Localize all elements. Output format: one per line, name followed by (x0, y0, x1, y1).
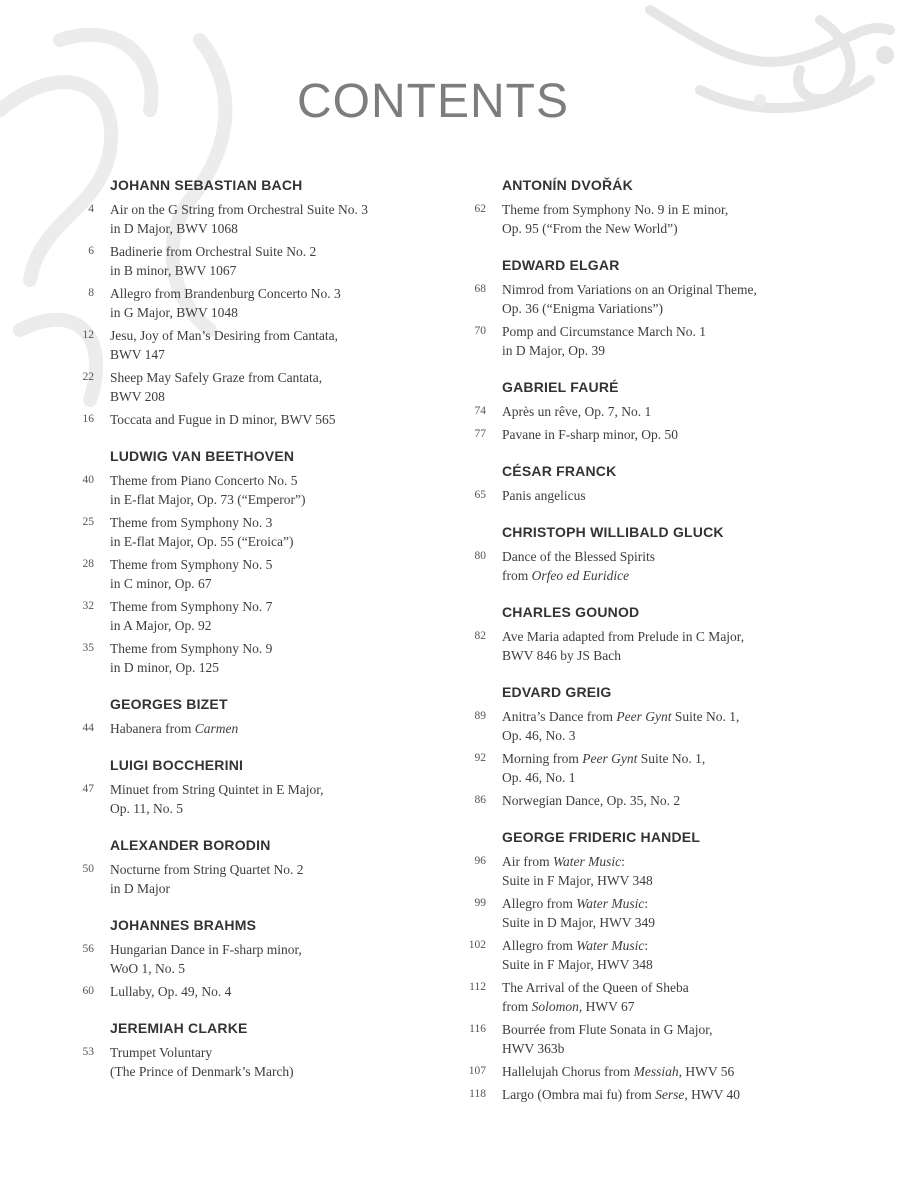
toc-entry[interactable] (462, 402, 842, 421)
composer-heading: CÉSAR FRANCK (502, 463, 617, 479)
composer-group (462, 378, 842, 444)
composer-heading: ALEXANDER BORODIN (110, 837, 271, 853)
piece-title-text: The Arrival of the Queen of Sheba from (502, 980, 689, 1014)
page-number: 25 (82, 516, 94, 528)
toc-entry[interactable] (70, 326, 415, 364)
toc-entry[interactable] (70, 471, 415, 509)
piece-title-text: Bourrée from Flute Sonata in G Major, HWV 363b (502, 1022, 713, 1056)
page-number: 44 (82, 722, 94, 734)
toc-entry[interactable] (462, 200, 842, 238)
piece-title-text: Après un rêve, Op. 7, No. 1 (502, 404, 652, 419)
toc-entry[interactable] (462, 1020, 842, 1058)
piece-title (110, 639, 272, 677)
composer-heading: GEORGES BIZET (110, 696, 228, 712)
page-number: 40 (82, 474, 94, 486)
page-number: 62 (474, 203, 486, 215)
piece-title-text: Theme from Symphony No. 9 in E minor, Op. 95 (“From the New World”) (502, 202, 729, 236)
piece-title-text: Sheep May Safely Graze from Cantata, BWV 208 (110, 370, 323, 404)
piece-title-text: Ave Maria adapted from Prelude in C Major, BWV 846 by JS Bach (502, 629, 745, 663)
composer-group (70, 447, 415, 677)
piece-title-text: Allegro from Brandenburg Concerto No. 3 in G Major, BWV 1048 (110, 286, 341, 320)
piece-title-text: Largo (Ombra mai fu) from (502, 1087, 652, 1102)
piece-title-text: Anitra’s Dance from (502, 709, 613, 724)
piece-title-italic: Water Music (576, 896, 645, 911)
right-column (462, 176, 842, 1122)
toc-entry[interactable] (70, 200, 415, 238)
piece-title-italic: Messiah (633, 1064, 679, 1079)
toc-entry[interactable] (70, 780, 415, 818)
piece-title (110, 940, 302, 978)
toc-entry[interactable] (462, 322, 842, 360)
page-number: 60 (82, 985, 94, 997)
piece-title (110, 326, 338, 364)
piece-title (502, 486, 586, 505)
left-column (70, 176, 415, 1099)
composer-heading: LUIGI BOCCHERINI (110, 757, 244, 773)
toc-entry[interactable] (70, 1043, 415, 1081)
piece-title-after: : Suite in F Major, HWV 348 (502, 938, 653, 972)
piece-title-after: , HWV 56 (678, 1064, 735, 1079)
composer-group (462, 256, 842, 360)
page-number: 4 (88, 203, 94, 215)
composer-heading: GEORGE FRIDERIC HANDEL (502, 829, 701, 845)
composer-heading: CHARLES GOUNOD (502, 604, 640, 620)
composer-group (70, 176, 415, 429)
composer-heading: CHRISTOPH WILLIBALD GLUCK (502, 524, 724, 540)
toc-entry[interactable] (462, 486, 842, 505)
piece-title (502, 978, 689, 1016)
piece-title-italic: Water Music (576, 938, 645, 953)
composer-group (70, 836, 415, 898)
piece-title-text: Pavane in F-sharp minor, Op. 50 (502, 427, 679, 442)
page-number: 28 (82, 558, 94, 570)
page-number: 99 (474, 897, 486, 909)
piece-title-text: Hungarian Dance in F-sharp minor, WoO 1, No. 5 (110, 942, 302, 976)
piece-title (110, 555, 272, 593)
piece-title-text: Theme from Symphony No. 7 in A Major, Op. 92 (110, 599, 273, 633)
piece-title-after: , HWV 67 (578, 999, 635, 1014)
piece-title-after: : Suite in F Major, HWV 348 (502, 854, 653, 888)
toc-entry[interactable] (462, 894, 842, 932)
page-number: 32 (82, 600, 94, 612)
piece-title (502, 749, 705, 787)
piece-title-text: Norwegian Dance, Op. 35, No. 2 (502, 793, 681, 808)
page-number: 82 (474, 630, 486, 642)
toc-entry[interactable] (462, 791, 842, 810)
piece-title (502, 280, 757, 318)
piece-title-italic: Serse (655, 1087, 685, 1102)
piece-title (110, 513, 294, 551)
piece-title (502, 1020, 713, 1058)
piece-title-italic: Peer Gynt (582, 751, 638, 766)
toc-entry[interactable] (462, 280, 842, 318)
piece-title (110, 410, 335, 429)
toc-entry[interactable] (70, 410, 415, 429)
piece-title (110, 471, 306, 509)
composer-heading: EDWARD ELGAR (502, 257, 620, 273)
page-number: 77 (474, 428, 486, 440)
toc-entry[interactable] (462, 978, 842, 1016)
piece-title (110, 719, 238, 738)
page-number: 53 (82, 1046, 94, 1058)
piece-title (502, 1085, 740, 1104)
toc-entry[interactable] (70, 513, 415, 551)
composer-heading: JOHANNES BRAHMS (110, 917, 257, 933)
toc-entry[interactable] (462, 749, 842, 787)
piece-title (110, 284, 341, 322)
piece-title (110, 368, 322, 406)
piece-title-text: Pomp and Circumstance March No. 1 in D Major, Op. 39 (502, 324, 706, 358)
toc-entry[interactable] (462, 547, 842, 585)
page-number: 16 (82, 413, 94, 425)
toc-entry[interactable] (462, 936, 842, 974)
piece-title-text: Nimrod from Variations on an Original Theme, Op. 36 (“Enigma Variations”) (502, 282, 757, 316)
piece-title-italic: Orfeo ed Euridice (531, 568, 630, 583)
piece-title (502, 1062, 734, 1081)
page-number: 65 (474, 489, 486, 501)
page-number: 86 (474, 794, 486, 806)
piece-title-text: Panis angelicus (502, 488, 586, 503)
toc-entry[interactable] (462, 627, 842, 665)
piece-title (502, 894, 655, 932)
toc-entry[interactable] (70, 860, 415, 898)
page-number: 8 (88, 287, 94, 299)
piece-title-text: Theme from Symphony No. 9 in D minor, Op. 125 (110, 641, 273, 675)
toc-entry[interactable] (70, 597, 415, 635)
piece-title-after: , HWV 40 (684, 1087, 740, 1102)
piece-title (110, 1043, 294, 1081)
piece-title (502, 322, 706, 360)
toc-entry[interactable] (462, 707, 842, 745)
piece-title-text: Air on the G String from Orchestral Suite No. 3 in D Major, BWV 1068 (110, 202, 368, 236)
piece-title-italic: Peer Gynt (616, 709, 672, 724)
page-title: CONTENTS (297, 75, 569, 128)
piece-title-text: Badinerie from Orchestral Suite No. 2 in B minor, BWV 1067 (110, 244, 317, 278)
composer-heading: JEREMIAH CLARKE (110, 1020, 248, 1036)
page-number: 92 (474, 752, 486, 764)
piece-title-text: Jesu, Joy of Man’s Desiring from Cantata, BWV 147 (110, 328, 338, 362)
piece-title-italic: Carmen (194, 721, 239, 736)
composer-group (70, 756, 415, 818)
piece-title-text: Theme from Piano Concerto No. 5 in E-flat Major, Op. 73 (“Emperor”) (110, 473, 306, 507)
piece-title-text: Air from (502, 854, 550, 869)
piece-title (110, 200, 368, 238)
page-number: 56 (82, 943, 94, 955)
composer-heading: GABRIEL FAURÉ (502, 379, 619, 395)
composer-group (462, 603, 842, 665)
piece-title (502, 547, 655, 585)
page-number: 12 (82, 329, 94, 341)
toc-entry[interactable] (462, 1085, 842, 1104)
page-number: 107 (468, 1065, 486, 1077)
toc-entry[interactable] (70, 719, 415, 738)
composer-group (70, 695, 415, 738)
composer-group (462, 523, 842, 585)
page-number: 70 (474, 325, 486, 337)
composer-group (462, 683, 842, 810)
piece-title-text: Toccata and Fugue in D minor, BWV 565 (110, 412, 336, 427)
page-number: 116 (469, 1023, 486, 1035)
piece-title-text: Allegro from (502, 938, 573, 953)
composer-group (462, 176, 842, 238)
piece-title-text: Morning from (502, 751, 579, 766)
piece-title-text: Theme from Symphony No. 5 in C minor, Op. 67 (110, 557, 273, 591)
toc-entry[interactable] (70, 284, 415, 322)
page-number: 6 (88, 245, 94, 257)
toc-entry[interactable] (462, 852, 842, 890)
piece-title-after: : Suite in D Major, HWV 349 (502, 896, 655, 930)
piece-title-italic: Water Music (553, 854, 622, 869)
piece-title-text: Allegro from (502, 896, 573, 911)
toc-entry[interactable] (462, 1062, 842, 1081)
piece-title (502, 936, 653, 974)
piece-title-after: Suite No. 1, Op. 46, No. 3 (502, 709, 740, 743)
piece-title-italic: Solomon (531, 999, 579, 1014)
toc-entry[interactable] (70, 368, 415, 406)
piece-title (110, 860, 303, 898)
toc-entry[interactable] (462, 425, 842, 444)
toc-entry[interactable] (70, 639, 415, 677)
page-number: 89 (474, 710, 486, 722)
page-number: 35 (82, 642, 94, 654)
toc-entry[interactable] (70, 555, 415, 593)
piece-title (502, 707, 739, 745)
page-number: 112 (469, 981, 486, 993)
toc-entry[interactable] (70, 982, 415, 1001)
page-number: 22 (82, 371, 94, 383)
piece-title (110, 780, 324, 818)
page-number: 47 (82, 783, 94, 795)
piece-title-after: Suite No. 1, Op. 46, No. 1 (502, 751, 706, 785)
composer-group (462, 828, 842, 1104)
piece-title (502, 200, 728, 238)
composer-heading: LUDWIG VAN BEETHOVEN (110, 448, 295, 464)
piece-title-text: Lullaby, Op. 49, No. 4 (110, 984, 232, 999)
piece-title-text: Minuet from String Quintet in E Major, Op. 11, No. 5 (110, 782, 324, 816)
composer-heading: ANTONÍN DVOŘÁK (502, 177, 633, 193)
piece-title-text: Hallelujah Chorus from (502, 1064, 631, 1079)
page-number: 68 (474, 283, 486, 295)
page-number: 96 (474, 855, 486, 867)
page-number: 102 (468, 939, 486, 951)
piece-title (502, 425, 678, 444)
composer-group (70, 916, 415, 1001)
piece-title (110, 597, 272, 635)
piece-title (110, 982, 231, 1001)
page-number: 50 (82, 863, 94, 875)
piece-title-text: Trumpet Voluntary (The Prince of Denmark’s March) (110, 1045, 294, 1079)
piece-title (502, 402, 651, 421)
toc-entry[interactable] (70, 940, 415, 978)
toc-entry[interactable] (70, 242, 415, 280)
composer-heading: JOHANN SEBASTIAN BACH (110, 177, 303, 193)
piece-title (110, 242, 316, 280)
composer-group (462, 462, 842, 505)
piece-title-text: Nocturne from String Quartet No. 2 in D Major (110, 862, 304, 896)
piece-title (502, 791, 680, 810)
piece-title-text: Dance of the Blessed Spirits from (502, 549, 655, 583)
page-number: 74 (474, 405, 486, 417)
page-number: 80 (474, 550, 486, 562)
piece-title-text: Theme from Symphony No. 3 in E-flat Major, Op. 55 (“Eroica”) (110, 515, 294, 549)
composer-group (70, 1019, 415, 1081)
piece-title (502, 852, 653, 890)
composer-heading: EDVARD GREIG (502, 684, 612, 700)
piece-title (502, 627, 744, 665)
page-number: 118 (469, 1088, 486, 1100)
piece-title-text: Habanera from (110, 721, 192, 736)
